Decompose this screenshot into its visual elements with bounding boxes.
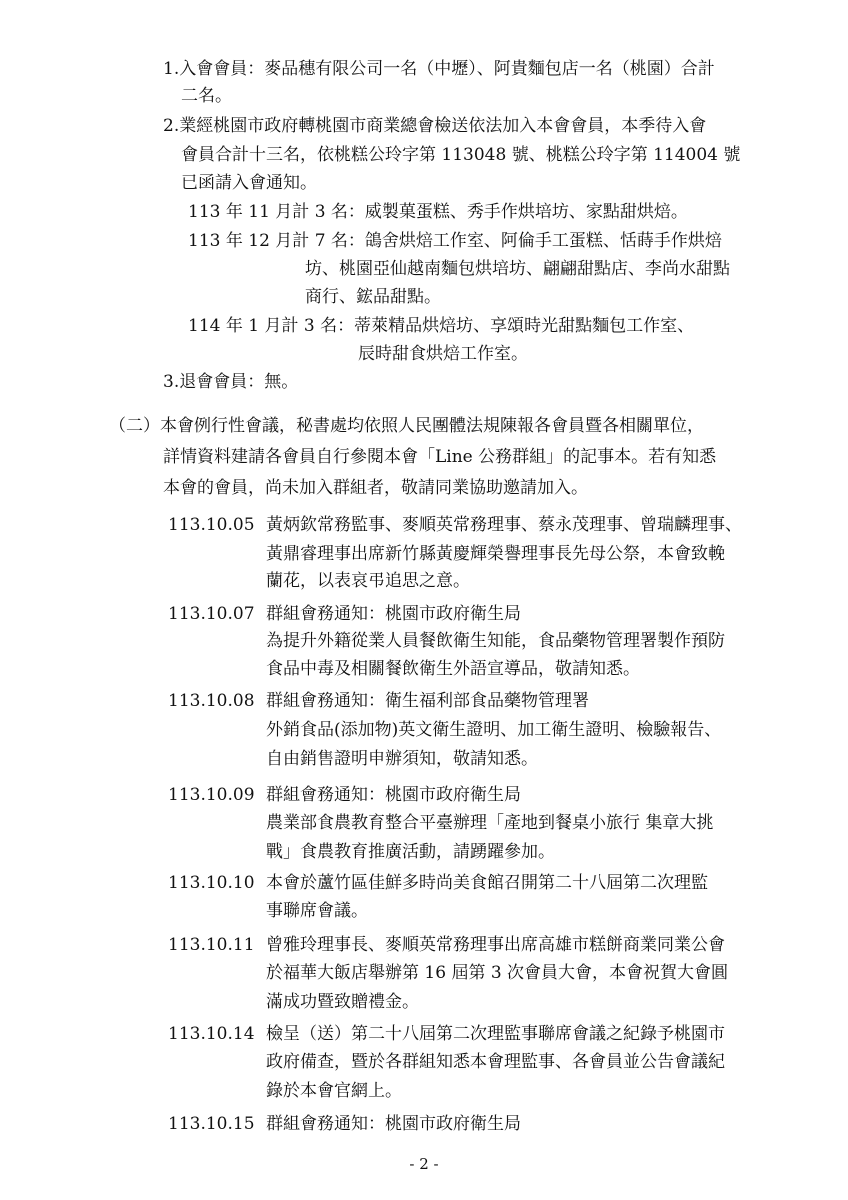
event-text-line: 群組會務通知：桃園市政府衛生局 (266, 604, 521, 624)
text-line: 1.入會會員：麥品穗有限公司一名（中壢）、阿貴麵包店一名（桃園）合計 (163, 59, 715, 79)
event-date: 113.10.07 (168, 604, 255, 624)
text-line: 會員合計十三名，依桃糕公玲字第 113048 號、桃糕公玲字第 114004 號 (181, 145, 741, 165)
event-text-line: 事聯席會議。 (266, 901, 368, 921)
month-entry-line: 坊、桃園亞仙越南麵包烘培坊、翩翩甜點店、李尚水甜點 (305, 259, 730, 279)
event-date: 113.10.05 (168, 515, 255, 535)
event-text-line: 檢呈（送）第二十八屆第二次理監事聯席會議之紀錄予桃園市 (266, 1024, 725, 1044)
event-text-line: 黃炳欽常務監事、麥順英常務理事、蔡永茂理事、曾瑞麟理事、 (266, 515, 742, 535)
event-date: 113.10.10 (168, 873, 255, 893)
event-date: 113.10.08 (168, 691, 255, 711)
event-text-line: 群組會務通知：衛生福利部食品藥物管理署 (266, 691, 589, 711)
event-text-line: 錄於本會官網上。 (266, 1081, 402, 1101)
event-date: 113.10.15 (168, 1114, 255, 1134)
month-entry-line: 113 年 12 月計 7 名：鴿舍烘焙工作室、阿倫手工蛋糕、恬蒔手作烘焙 (188, 231, 722, 251)
text-line: 二名。 (181, 86, 232, 106)
event-text-line: 群組會務通知：桃園市政府衛生局 (266, 785, 521, 805)
event-text-line: 曾雅玲理事長、麥順英常務理事出席高雄市糕餅商業同業公會 (266, 935, 725, 955)
event-date: 113.10.09 (168, 785, 255, 805)
text-line: 詳情資料建請各會員自行參閱本會「Line 公務群組」的記事本。若有知悉 (163, 447, 717, 467)
month-entry-line: 辰時甜食烘焙工作室。 (358, 344, 528, 364)
month-entry-line: 商行、鋐品甜點。 (305, 287, 441, 307)
section-heading-line: （二）本會例行性會議，秘書處均依照人民團體法規陳報各會員暨各相關單位， (109, 416, 704, 436)
text-line: 本會的會員，尚未加入群組者，敬請同業協助邀請加入。 (163, 478, 588, 498)
text-line: 已函請入會通知。 (181, 173, 317, 193)
event-text-line: 自由銷售證明申辦須知，敬請知悉。 (266, 749, 538, 769)
event-text-line: 黃鼎睿理事出席新竹縣黃慶輝榮譽理事長先母公祭，本會致輓 (266, 544, 725, 564)
month-entry-line: 113 年 11 月計 3 名：威製菓蛋糕、秀手作烘培坊、家點甜烘焙。 (188, 202, 688, 222)
event-text-line: 戰」食農教育推廣活動，請踴躍參加。 (266, 842, 555, 862)
page-number: - 2 - (409, 1155, 439, 1173)
event-text-line: 為提升外籍從業人員餐飲衛生知能，食品藥物管理署製作預防 (266, 631, 725, 651)
month-entry-line: 114 年 1 月計 3 名：蒂萊精品烘焙坊、享頌時光甜點麵包工作室、 (188, 316, 695, 336)
event-text-line: 本會於蘆竹區佳鮮多時尚美食館召開第二十八屆第二次理監 (266, 873, 708, 893)
event-text-line: 農業部食農教育整合平臺辦理「產地到餐桌小旅行 集章大挑 (266, 813, 714, 833)
event-text-line: 滿成功暨致贈禮金。 (266, 992, 419, 1012)
event-text-line: 政府備查，暨於各群組知悉本會理監事、各會員並公告會議紀 (266, 1052, 725, 1072)
event-text-line: 於福華大飯店舉辦第 16 屆第 3 次會員大會，本會祝賀大會圓 (266, 963, 729, 983)
event-date: 113.10.14 (168, 1024, 255, 1044)
event-text-line: 食品中毒及相關餐飲衛生外語宣導品，敬請知悉。 (266, 659, 640, 679)
event-text-line: 外銷食品(添加物)英文衛生證明、加工衛生證明、檢驗報告、 (266, 720, 722, 740)
event-text-line: 群組會務通知：桃園市政府衛生局 (266, 1114, 521, 1134)
withdrawn-members-item: 3.退會會員：無。 (163, 372, 299, 392)
event-date: 113.10.11 (168, 935, 255, 955)
text-line: 2.業經桃園市政府轉桃園市商業總會檢送依法加入本會會員，本季待入會 (163, 116, 707, 136)
event-text-line: 蘭花，以表哀弔追思之意。 (266, 571, 470, 591)
